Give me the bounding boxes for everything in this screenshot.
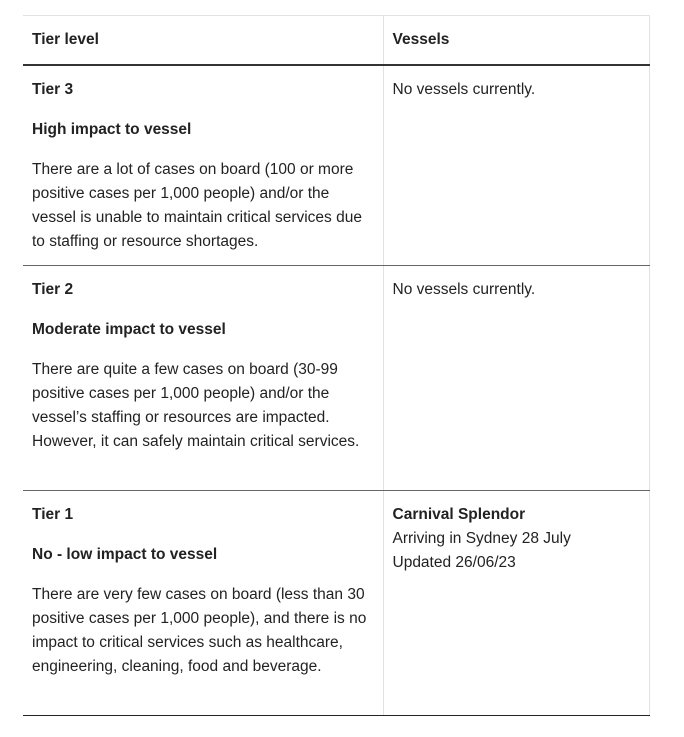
- tier-description: There are quite a few cases on board (30-99 positive cases per 1,000 people) and/or the vessel’s staffing or resources are impacted. However, it can safely maintain critical services.: [32, 361, 360, 450]
- vessels-cell: [383, 65, 649, 266]
- tier-cell: [23, 65, 383, 266]
- table-row: [23, 491, 649, 716]
- table-row: [23, 65, 649, 266]
- header-row: [23, 16, 649, 65]
- vessels-cell: [383, 266, 649, 491]
- vessel-arrival: Arriving in Sydney 28 July: [392, 530, 571, 547]
- tier-label: Tier 2: [32, 281, 74, 298]
- impact-label: No - low impact to vessel: [32, 546, 218, 563]
- vessel-updated: Updated 26/06/23: [392, 554, 516, 571]
- tier-cell: [23, 491, 383, 716]
- vessels-cell: [383, 491, 649, 716]
- table-header: [23, 16, 649, 65]
- tier-description: There are very few cases on board (less than 30 positive cases per 1,000 people), and there is no impact to critical services such as healthcare, engineering, cleaning, food and beverage.: [32, 586, 367, 675]
- tier-description: There are a lot of cases on board (100 or more positive cases per 1,000 people) and/or the vessel is unable to maintain critical services due to staffing or resource shortages.: [32, 160, 362, 250]
- table-body: [23, 65, 649, 716]
- table-row: [23, 266, 649, 491]
- tier-vessels-table: [23, 15, 650, 716]
- vessels-text: No vessels currently.: [392, 80, 536, 98]
- vessels-text: No vessels currently.: [392, 281, 536, 298]
- header-vessels: Vessels: [383, 16, 649, 65]
- tier-cell: [23, 266, 383, 491]
- tier-label: Tier 1: [32, 506, 74, 523]
- vessel-name: Carnival Splendor: [392, 506, 526, 523]
- impact-label: Moderate impact to vessel: [32, 321, 226, 338]
- impact-label: High impact to vessel: [32, 120, 192, 138]
- header-tier-level: Tier level: [23, 16, 383, 65]
- tier-label: Tier 3: [32, 80, 74, 98]
